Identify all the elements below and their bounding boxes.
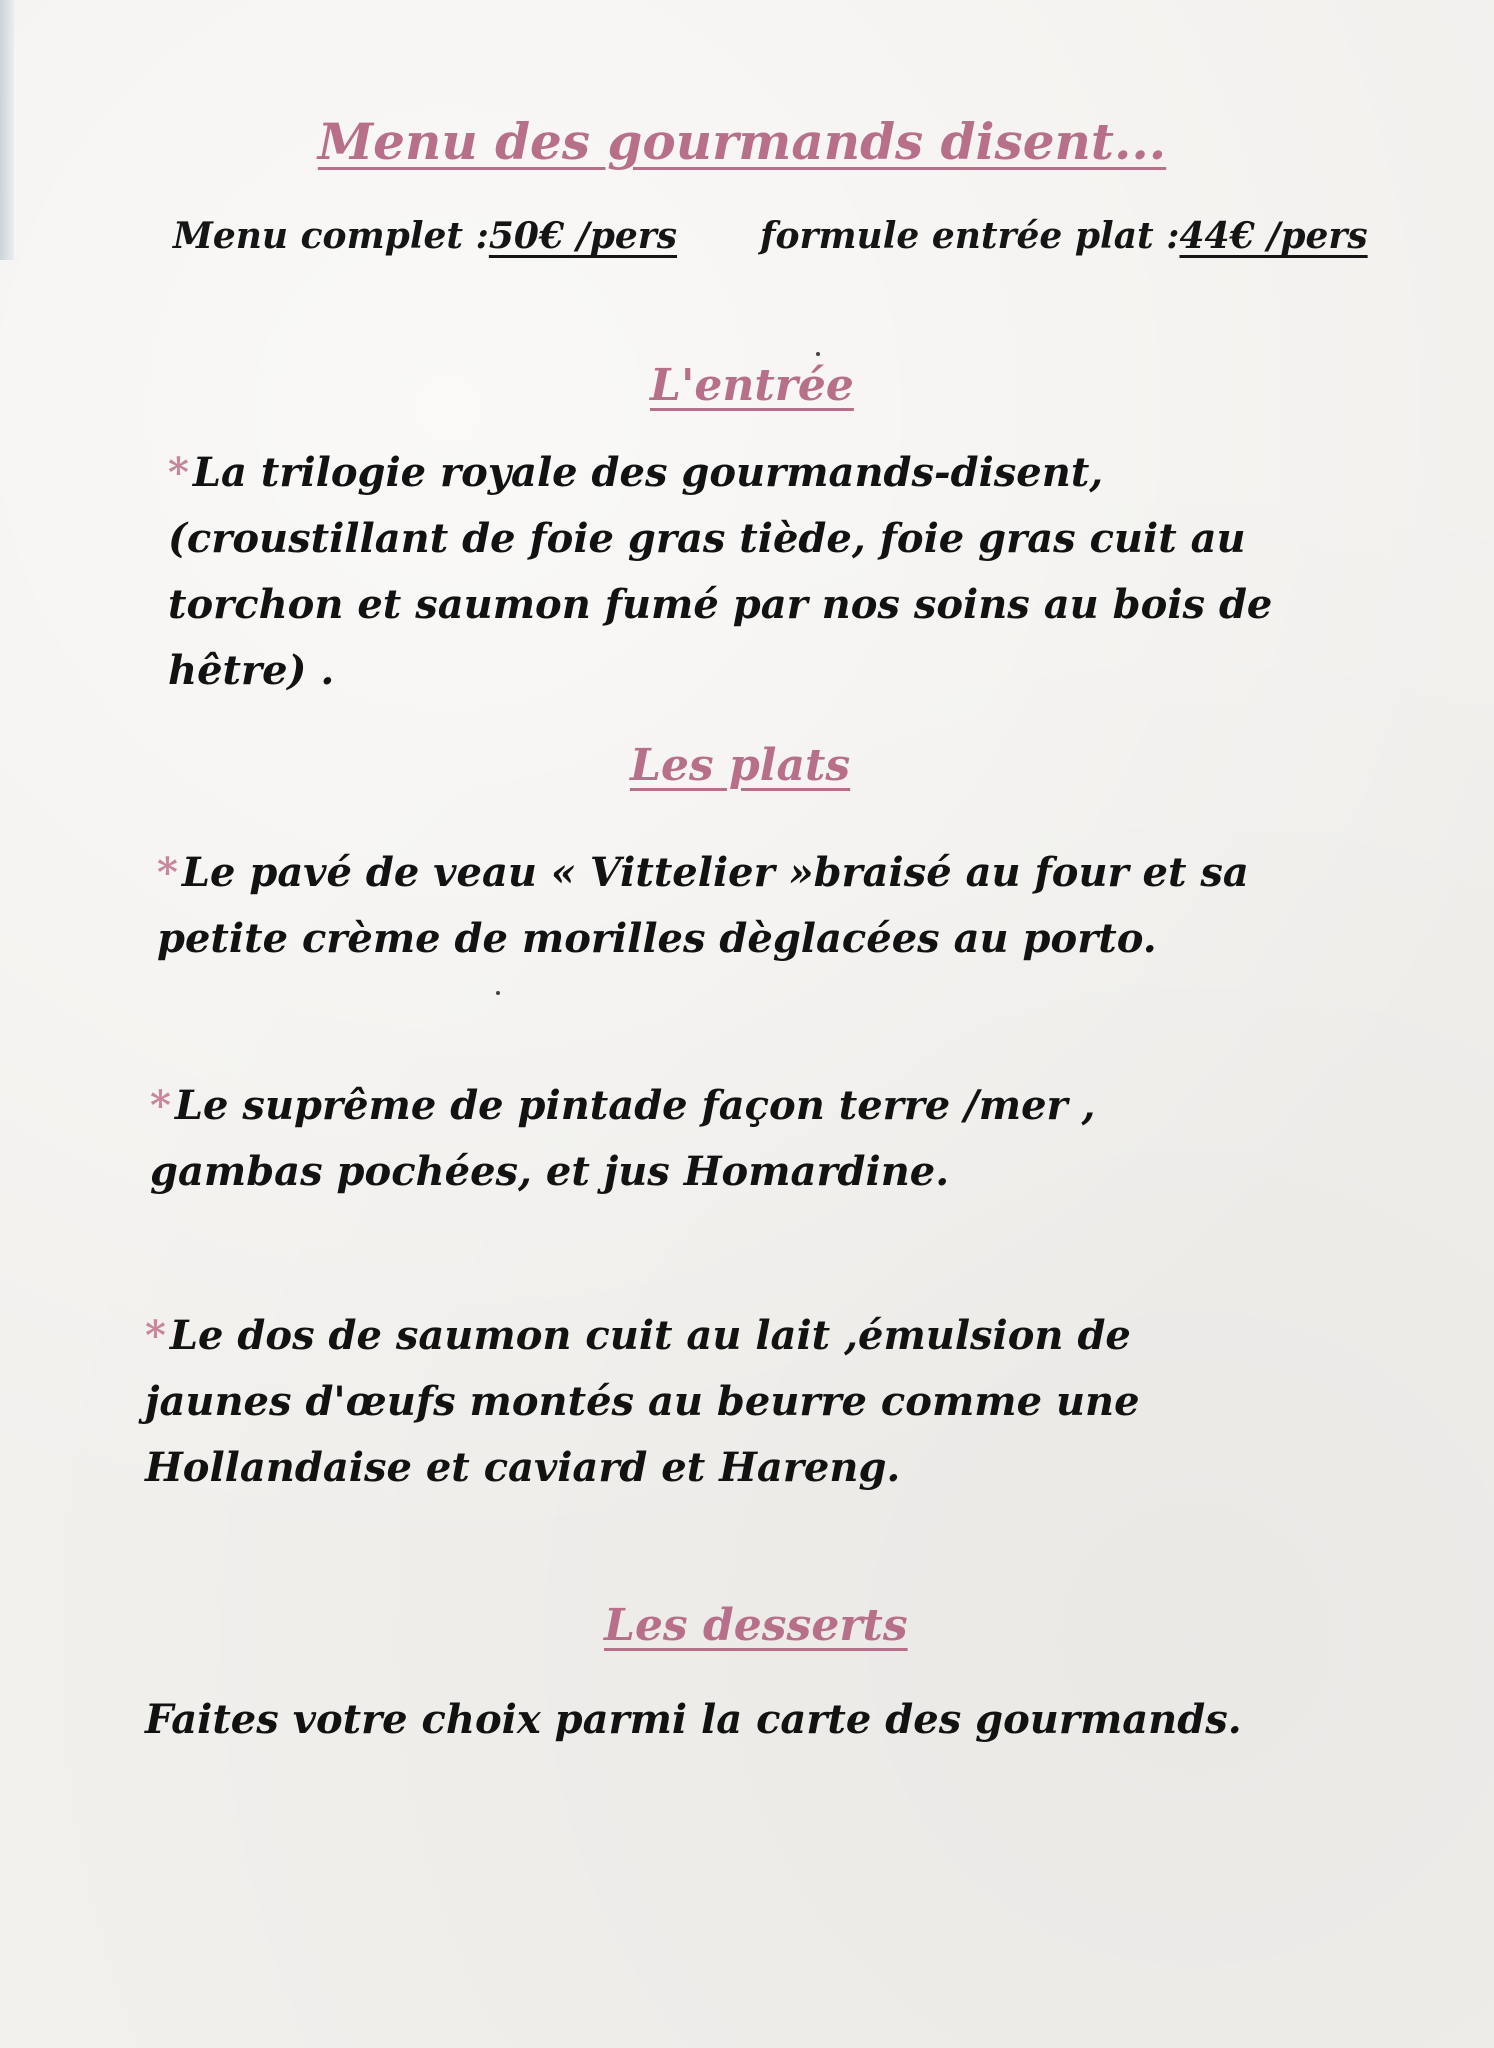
- complete-menu-value: 50€ /pers: [488, 215, 678, 257]
- entree-item: [168, 440, 1338, 704]
- paper-speck: [816, 352, 820, 356]
- formula-value: 44€ /pers: [1179, 215, 1368, 257]
- plat-item-text: Le dos de saumon cuit au lait ,émulsion de jaunes d'œufs montés au beurre comme une Hollandaise et caviard et Hareng.: [145, 1312, 1140, 1491]
- plat-item: [145, 1303, 1275, 1501]
- menu-title: Menu des gourmands disent...: [317, 112, 1167, 171]
- plat-item-text: Le suprême de pintade façon terre /mer , gambas pochées, et jus Homardine.: [150, 1082, 1096, 1195]
- plat-item: [150, 1073, 1260, 1205]
- plat-item-text: Le pavé de veau « Vittelier »braisé au four et sa petite crème de morilles dèglacées au porto.: [157, 849, 1249, 962]
- complete-menu-label: Menu complet :: [173, 215, 489, 257]
- bullet-star-icon: *: [145, 1312, 166, 1359]
- desserts-text: Faites votre choix parmi la carte des gourmands.: [145, 1696, 1242, 1743]
- bullet-star-icon: *: [150, 1082, 171, 1129]
- formula-price: [760, 215, 1368, 257]
- entree-section-title: L'entrée: [650, 360, 854, 411]
- bullet-star-icon: *: [168, 449, 189, 496]
- paper-speck: [496, 991, 500, 995]
- complete-menu-price: [173, 215, 677, 257]
- plat-item: [157, 840, 1327, 972]
- desserts-section-title: Les desserts: [604, 1600, 908, 1651]
- formula-label: formule entrée plat :: [760, 215, 1180, 257]
- entree-item-text: La trilogie royale des gourmands-disent,(croustillant de foie gras tiède, foie gras cuit au torchon et saumon fumé par nos soins au bois de hêtre) .: [168, 449, 1273, 694]
- plats-section-title: Les plats: [630, 740, 851, 791]
- bullet-star-icon: *: [157, 849, 178, 896]
